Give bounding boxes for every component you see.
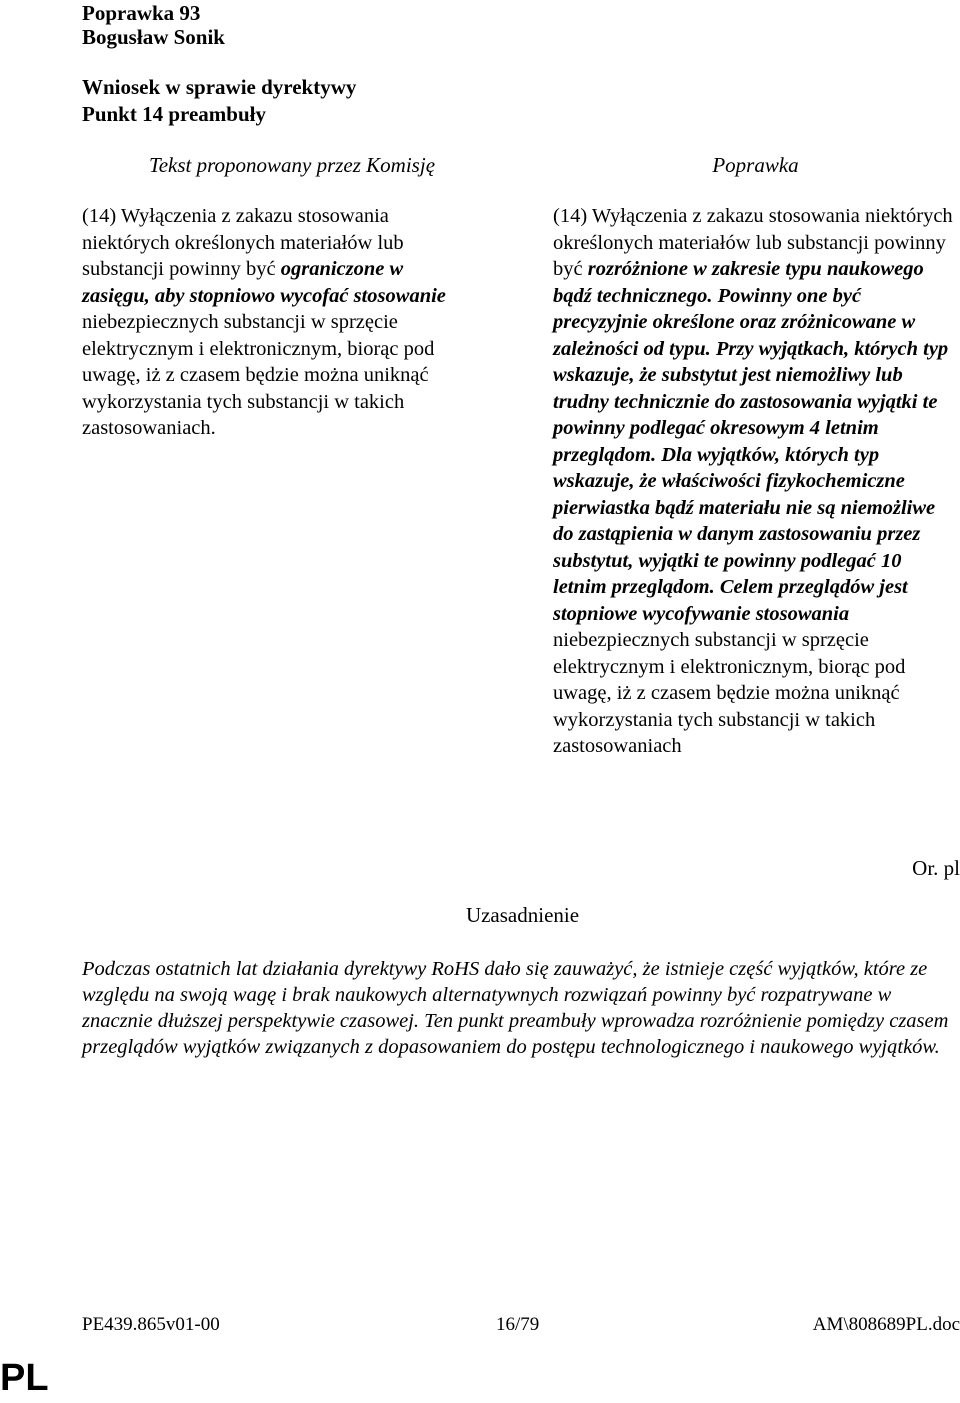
document-title: Wniosek w sprawie dyrektywy — [82, 75, 357, 99]
original-language: Or. pl — [912, 856, 960, 880]
preamble-point: Punkt 14 preambuły — [82, 102, 266, 126]
footer-language-code: PL — [0, 1357, 49, 1399]
amended-text-segment: ograniczone w zasięgu, aby stopniowo wycofać stosowanie — [82, 258, 446, 307]
author-name: Bogusław Sonik — [82, 25, 225, 49]
amendment-text — [553, 203, 958, 760]
text-segment: niebezpiecznych substancji w sprzęcie elektrycznym i elektronicznym, biorąc pod uwagę, iż z czasem będzie można uniknąć wykorzystania tych substancji w takich zastosowaniach. — [82, 311, 435, 439]
amendment-number: Poprawka 93 — [82, 1, 201, 25]
left-column-title: Tekst proponowany przez Komisję — [148, 153, 436, 177]
justification-text: Podczas ostatnich lat działania dyrektywy RoHS dało się zauważyć, że istnieje część wyjątków, które ze względu na swoją wagę i brak naukowych alternatywnych rozwiązań powinny być rozpatrywane w znacznie dłuższej perspektywie czasowej. Ten punkt preambuły wprowadza rozróżnienie pomiędzy czasem przeglądów wyjątków związanych z dopasowaniem do postępu technologicznego i naukowego wyjątków. — [82, 958, 949, 1058]
footer-file-name: AM\808689PL.doc — [812, 1314, 960, 1335]
justification-title: Uzasadnienie — [465, 903, 580, 927]
text-segment: niebezpiecznych substancji w sprzęcie elektrycznym i elektronicznym, biorąc pod uwagę, iż z czasem będzie można uniknąć wykorzystania tych substancji w takich zastosowaniach — [553, 629, 906, 757]
footer-reference: PE439.865v01-00 — [82, 1314, 220, 1335]
amended-text-segment: rozróżnione w zakresie typu naukowego bądź technicznego. Powinny one być precyzyjnie określone oraz zróżnicowane w zależności od typu. Przy wyjątkach, których typ wskazuje, że substytut jest niemożliwy lub trudny technicznie do zastosowania wyjątki te powinny podlegać okresowym 4 letnim przeglądom. Dla wyjątków, których typ wskazuje, że właściwości fizykochemiczne pierwiastka bądź materiału nie są niemożliwe do zastąpienia w danym zastosowaniu przez substytut, wyjątki te powinny podlegać 10 letnim przeglądom. Celem przeglądów jest stopniowe wycofywanie stosowania — [553, 258, 949, 625]
footer-page-number: 16/79 — [496, 1314, 540, 1335]
commission-text — [82, 203, 474, 442]
text-segment: (14) Wyłączenia z zakazu stosowania niektórych określonych materiałów lub substancji powinny być — [553, 205, 953, 280]
text-segment: (14) Wyłączenia z zakazu stosowania niektórych określonych materiałów lub substancji powinny być — [82, 205, 404, 280]
right-column-title: Poprawka — [712, 153, 799, 177]
